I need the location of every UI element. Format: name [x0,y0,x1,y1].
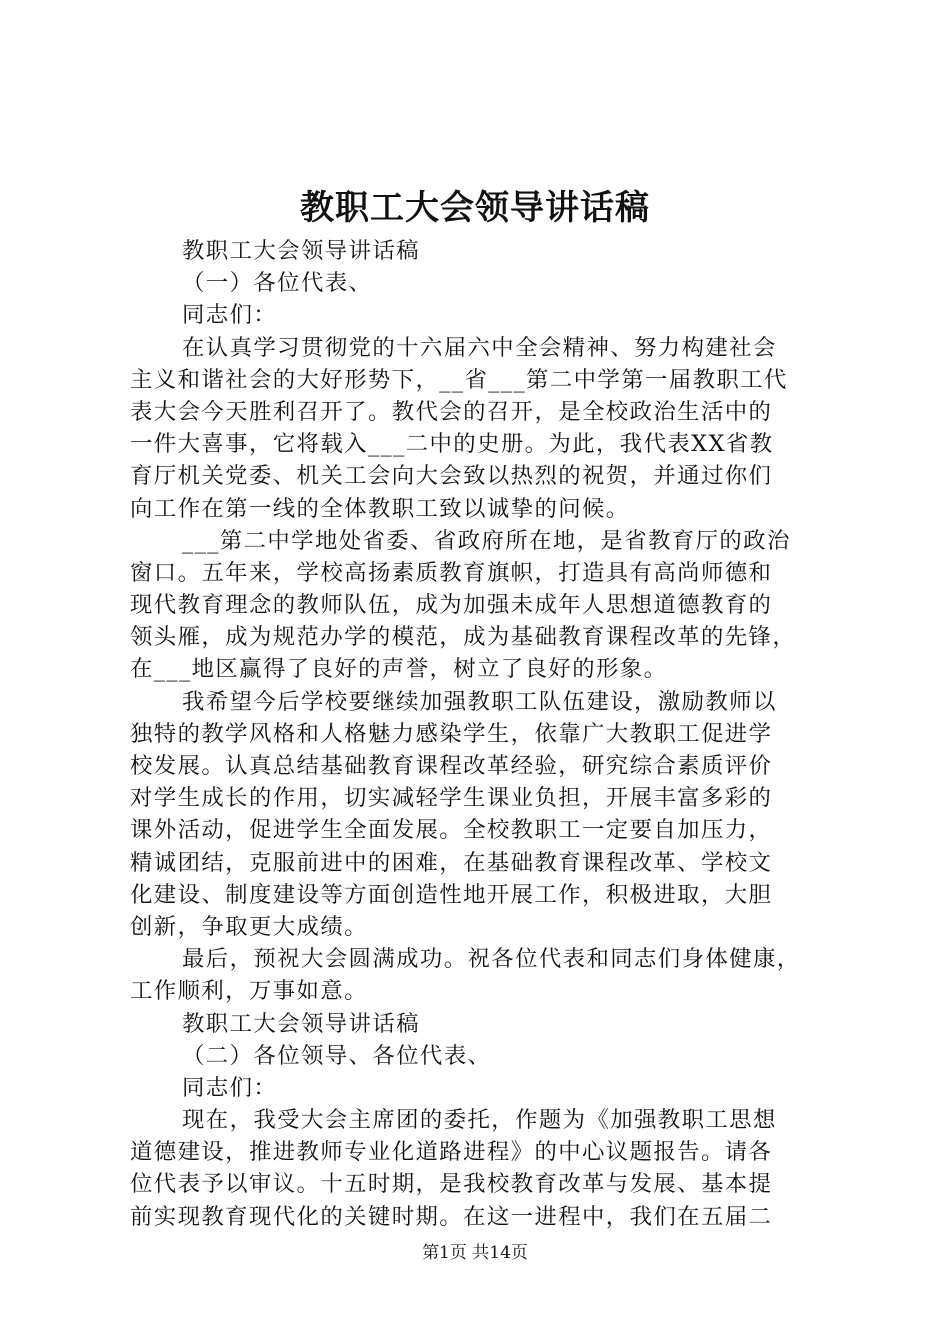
body-text-line: 同志们： [182,1074,278,1101]
body-text-line: 在认真学习贯彻党的十六届六中全会精神、努力构建社会 [182,334,777,361]
body-text-line: 育厅机关党委、机关工会向大会致以热烈的祝贺，并通过你们 [130,463,773,490]
page-footer: 第1页 共14页 [422,1243,528,1263]
body-text-line: 窗口。五年来，学校高扬素质教育旗帜，打造具有高尚师德和 [130,559,773,586]
body-text-line: 主义和谐社会的大好形势下，__省___第二中学第一届教职工代 [130,366,788,393]
body-text-line: 教职工大会领导讲话稿 [182,1010,420,1037]
body-text-line: 校发展。认真总结基础教育课程改革经验，研究综合素质评价 [130,753,773,779]
body-text-line: 现在，我受大会主席团的委托，作题为《加强教职工思想 [182,1107,777,1134]
document-body [130,235,832,1233]
body-text-line: 精诚团结，克服前进中的困难，在基础教育课程改革、学校文 [130,849,773,876]
body-text-line: （一）各位代表、 [182,270,373,297]
body-text-line: （二）各位领导、各位代表、 [182,1042,492,1069]
body-text-line: 在___地区赢得了良好的声誉，树立了良好的形象。 [130,656,668,683]
body-text-line: 位代表予以审议。十五时期，是我校教育改革与发展、基本提 [130,1171,773,1198]
body-text-line: 一件大喜事，它将载入___二中的史册。为此，我代表XX省教 [130,431,774,458]
body-text-line: 工作顺利，万事如意。 [130,978,368,1005]
body-text-line: 前实现教育现代化的关键时期。在这一进程中，我们在五届二 [130,1203,773,1230]
body-text-line: 我希望今后学校要继续加强教职工队伍建设，激励教师以 [182,688,777,715]
body-text-line: 教职工大会领导讲话稿 [182,238,420,264]
body-text-line: 现代教育理念的教师队伍，成为加强未成年人思想道德教育的 [130,592,773,619]
document-title: 教职工大会领导讲话稿 [300,188,650,228]
body-text-line: 独特的教学风格和人格魅力感染学生，依靠广大教职工促进学 [130,720,773,747]
body-text-line: 表大会今天胜利召开了。教代会的召开，是全校政治生活中的 [130,398,773,425]
body-text-line: 向工作在第一线的全体教职工致以诚挚的问候。 [130,495,630,522]
body-text-line: 领头雁，成为规范办学的模范，成为基础教育课程改革的先锋， [130,624,797,651]
body-text-line: 创新，争取更大成绩。 [130,913,368,940]
body-text-line: 最后，预祝大会圆满成功。祝各位代表和同志们身体健康， [182,946,801,973]
body-text-line: 对学生成长的作用，切实减轻学生课业负担，开展丰富多彩的 [130,785,773,812]
body-text-line: 化建设、制度建设等方面创造性地开展工作，积极进取，大胆 [130,881,773,908]
body-text-line: 课外活动，促进学生全面发展。全校教职工一定要自加压力， [130,817,773,844]
body-text-line: ___第二中学地处省委、省政府所在地，是省教育厅的政治 [182,527,791,554]
body-text-line: 道德建设，推进教师专业化道路进程》的中心议题报告。请各 [130,1139,773,1166]
body-text-line: 同志们： [182,302,278,329]
